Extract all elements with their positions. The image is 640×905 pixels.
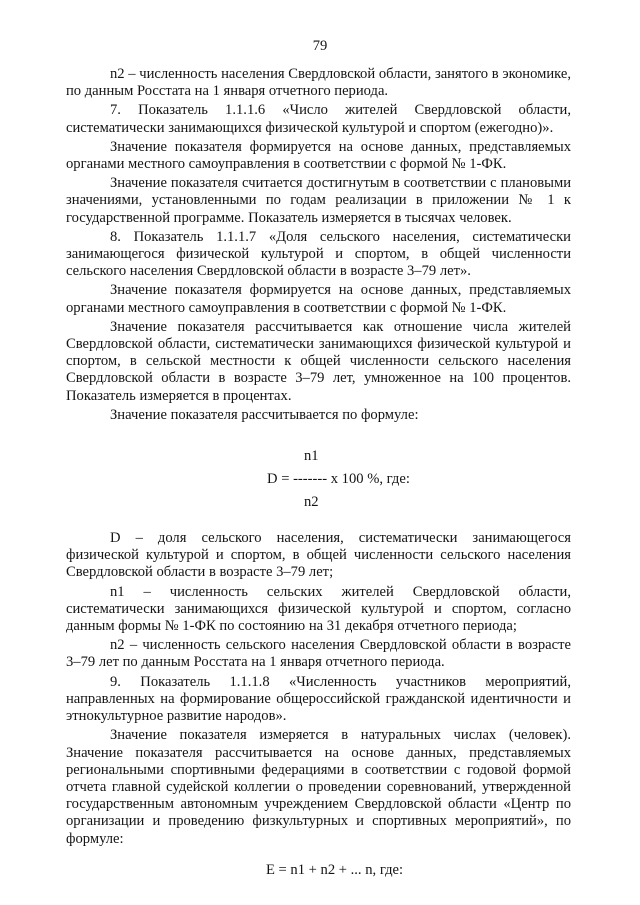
formula-share — [66, 434, 571, 510]
formula-main-line: D = ------- x 100 %, где: — [267, 471, 410, 488]
paragraph: 8. Показатель 1.1.1.7 «Доля сельского населения, систематически занимающегося физической культурой и спортом, в общей численности сельского населения Свердловской области в возрасте 3–79 лет». — [66, 228, 571, 280]
paragraph: Значение показателя формируется на основе данных, представляемых органами местного самоуправления в соответствии с формой № 1-ФК. — [66, 138, 571, 173]
paragraph: n1 – численность сельских жителей Свердловской области, систематически занимающихся физической культурой и спортом, согласно данным формы № 1-ФК по состоянию на 31 декабря отчетного периода; — [66, 583, 571, 635]
paragraph: n2 – численность сельского населения Свердловской области в возрасте 3–79 лет по данным Росстата на 1 января отчетного периода. — [66, 637, 571, 671]
paragraph: Значение показателя рассчитывается по формуле: — [110, 406, 419, 423]
formula-numerator: n1 — [304, 448, 319, 465]
document-body — [66, 66, 571, 879]
paragraph: n2 – численность населения Свердловской области, занятого в экономике, по данным Росстата на 1 января отчетного периода. — [66, 66, 571, 100]
paragraph: Значение показателя измеряется в натуральных числах (человек). Значение показателя рассчитывается на основе данных, представляемых региональными спортивными федерациями в соответствии с годовой формой отчета главной судейской коллегии о проведении соревнований, утвержденной государственным автономным учреждением Свердловской области «Центр по организации и проведению физкультурных и спортивных мероприятий», по формуле: — [66, 727, 571, 847]
paragraph: Значение показателя считается достигнутым в соответствии с плановыми значениями, установленными по годам реализации в приложении № 1 к государственной программе. Показатель измеряется в тысячах человек. — [66, 175, 571, 226]
formula-denominator: n2 — [304, 494, 319, 511]
page-number: 79 — [312, 38, 328, 54]
paragraph: Значение показателя рассчитывается как отношение числа жителей Свердловской области, систематически занимающихся физической культурой и спортом, в сельской местности к общей численности сельского населения Свердловской области в возрасте 3–79 лет, умноженное на 100 процентов. Показатель измеряется в процентах. — [66, 318, 571, 404]
paragraph: D – доля сельского населения, систематически занимающегося физической культурой и спортом, в общей численности сельского населения Свердловской области в возрасте 3–79 лет; — [66, 530, 571, 581]
paragraph: Значение показателя формируется на основе данных, представляемых органами местного самоуправления в соответствии с формой № 1-ФК. — [66, 282, 571, 316]
formula-sum: E = n1 + n2 + ... n, где: — [265, 861, 404, 878]
paragraph: 7. Показатель 1.1.1.6 «Число жителей Свердловской области, систематически занимающихся физической культурой и спортом (ежегодно)». — [66, 102, 571, 136]
paragraph: 9. Показатель 1.1.1.8 «Численность участников мероприятий, направленных на формирование общероссийской гражданской идентичности и этнокультурное развитие народов». — [66, 673, 571, 725]
